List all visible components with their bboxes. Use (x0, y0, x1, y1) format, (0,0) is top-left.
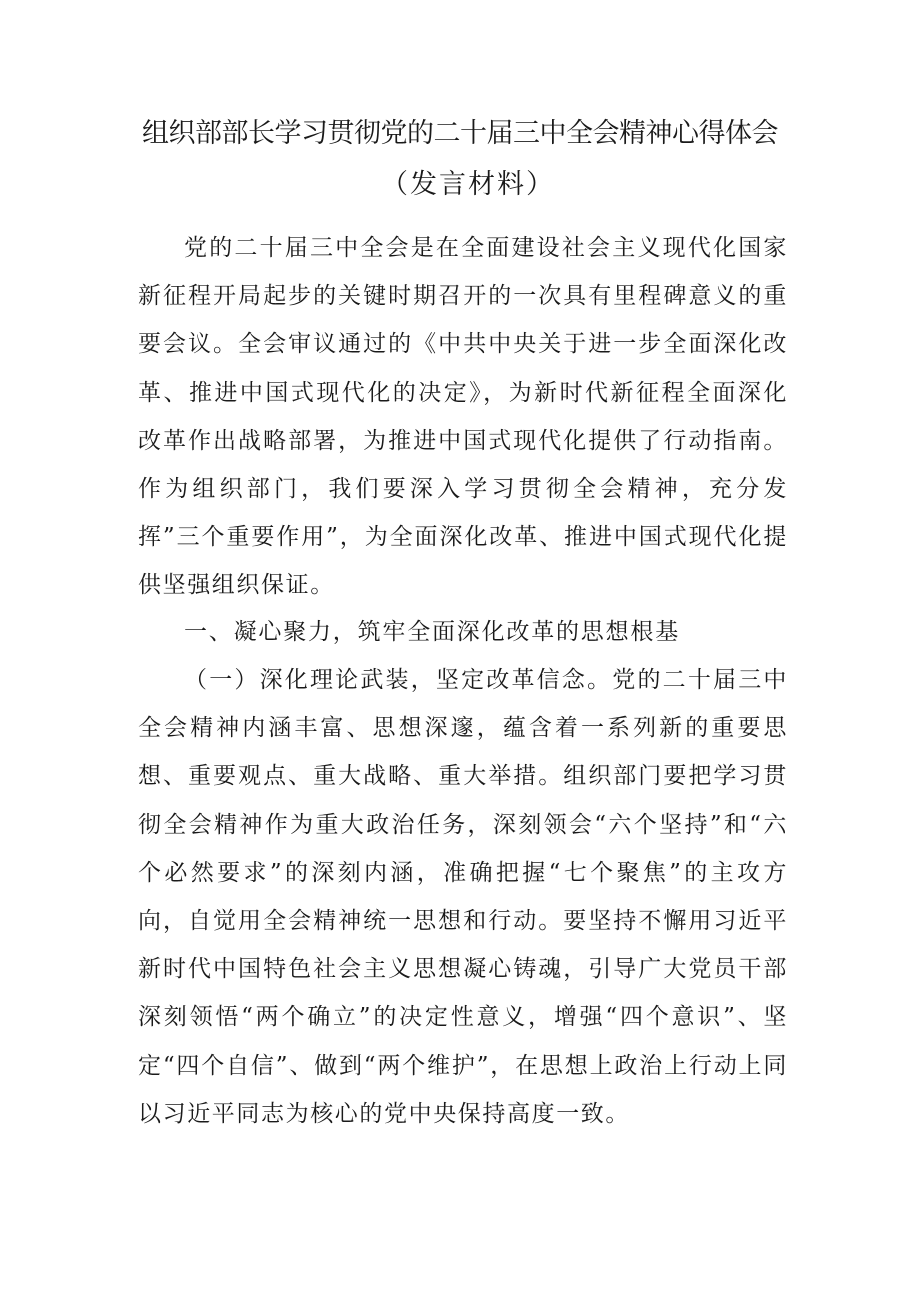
intro-paragraph: 党的二十届三中全会是在全面建设社会主义现代化国家新征程开局起步的关键时期召开的一次具有里程碑意义的重要会议。全会审议通过的《中共中央关于进一步全面深化改革、推进中国式现代化的决定》，为新时代新征程全面深化改革作出战略部署，为推进中国式现代化提供了行动指南。作为组织部门，我们要深入学习贯彻全会精神，充分发挥”三个重要作用”，为全面深化改革、推进中国式现代化提供坚强组织保证。 (138, 235, 788, 599)
document-title: 组织部部长学习贯彻党的二十届三中全会精神心得体会 (142, 118, 778, 149)
section-paragraph: （一）深化理论武装，坚定改革信念。党的二十届三中全会精神内涵丰富、思想深邃，蕴含着一系列新的重要思想、重要观点、重大战略、重大举措。组织部门要把学习贯彻全会精神作为重大政治任务，深刻领会“六个坚持”和“六个必然要求”的深刻内涵，准确把握“七个聚焦”的主攻方向，自觉用全会精神统一思想和行动。要坚持不懈用习近平新时代中国特色社会主义思想凝心铸魂，引导广大党员干部深刻领悟“两个确立”的决定性意义，增强“四个意识”、坚定“四个自信”、做到“两个维护”，在思想上政治上行动上同以习近平同志为核心的党中央保持高度一致。 (138, 667, 788, 1127)
document-subtitle: （发言材料） (381, 169, 555, 200)
section-heading: 一、凝心聚力，筑牢全面深化改革的思想根基 (184, 619, 680, 645)
